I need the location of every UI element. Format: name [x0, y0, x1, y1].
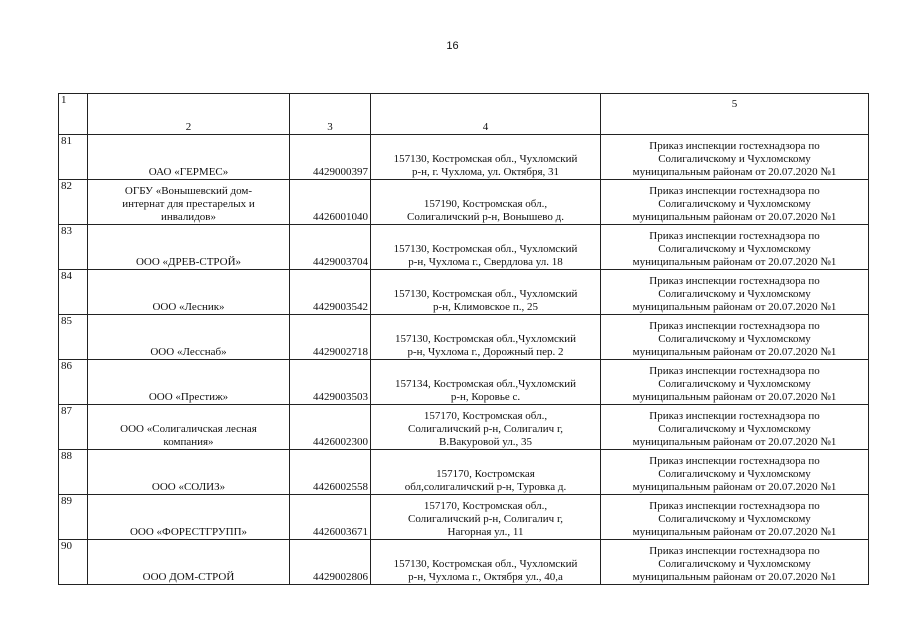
- inn-cell: 4429003503: [290, 360, 371, 405]
- table-row: [59, 540, 869, 585]
- table-row: [59, 225, 869, 270]
- inn-cell: 4429003704: [290, 225, 371, 270]
- organization-name-cell: [88, 315, 290, 360]
- row-number-cell: 88: [59, 450, 88, 495]
- order-line: Приказ инспекции гостехнадзора по: [649, 365, 820, 377]
- address-line: Солигаличский р-н, Солигалич г,: [407, 513, 563, 525]
- row-number-cell: 83: [59, 225, 88, 270]
- organization-name-cell: [88, 405, 290, 450]
- address-line: 157130, Костромская обл., Чухломский: [393, 558, 578, 570]
- order-line: муниципальным районам от 20.07.2020 №1: [632, 436, 837, 448]
- inn-cell: 4429003542: [290, 270, 371, 315]
- address-cell: [371, 180, 601, 225]
- order-cell: [601, 495, 869, 540]
- address-line: 157130, Костромская обл., Чухломский: [393, 288, 578, 300]
- organization-name-cell: [88, 540, 290, 585]
- row-number-cell: 81: [59, 135, 88, 180]
- order-cell: [601, 180, 869, 225]
- organization-name-cell: [88, 270, 290, 315]
- order-line: Приказ инспекции гостехнадзора по: [649, 275, 820, 287]
- organization-name-line: инвалидов»: [161, 211, 216, 223]
- column-header-3: 3: [290, 94, 371, 135]
- registry-table: [58, 93, 869, 585]
- order-cell: [601, 360, 869, 405]
- address-line: 157170, Костромская: [436, 468, 535, 480]
- column-header-2: 2: [88, 94, 290, 135]
- organization-name-line: ОАО «ГЕРМЕС»: [148, 166, 229, 178]
- organization-name-line: ОГБУ «Вонышевский дом-: [124, 185, 253, 197]
- order-line: муниципальным районам от 20.07.2020 №1: [632, 481, 837, 493]
- order-line: муниципальным районам от 20.07.2020 №1: [632, 301, 837, 313]
- order-line: муниципальным районам от 20.07.2020 №1: [632, 391, 837, 403]
- address-line: 157130, Костромская обл.,Чухломский: [394, 333, 577, 345]
- inn-cell: 4426001040: [290, 180, 371, 225]
- order-line: муниципальным районам от 20.07.2020 №1: [632, 571, 837, 583]
- order-cell: [601, 315, 869, 360]
- registry-table-body: [59, 94, 869, 585]
- address-line: Солигаличский р-н, Вонышево д.: [407, 211, 564, 223]
- address-line: В.Вакуровой ул., 35: [438, 436, 532, 448]
- inn-cell: 4426002558: [290, 450, 371, 495]
- row-number-cell: 85: [59, 315, 88, 360]
- organization-name-cell: [88, 225, 290, 270]
- inn-cell: 4429002718: [290, 315, 371, 360]
- address-cell: [371, 135, 601, 180]
- order-line: Приказ инспекции гостехнадзора по: [649, 455, 820, 467]
- row-number-cell: 89: [59, 495, 88, 540]
- address-line: р-н, Чухлома г., Октября ул., 40,а: [408, 571, 563, 583]
- address-cell: [371, 450, 601, 495]
- order-line: Солигаличскому и Чухломскому: [658, 333, 811, 345]
- order-line: муниципальным районам от 20.07.2020 №1: [632, 256, 837, 268]
- address-line: р-н, Климовское п., 25: [433, 301, 538, 313]
- inn-cell: 4426003671: [290, 495, 371, 540]
- table-row: [59, 315, 869, 360]
- address-line: 157134, Костромская обл.,Чухломский: [394, 378, 577, 390]
- address-line: 157130, Костромская обл., Чухломский: [393, 153, 578, 165]
- order-line: муниципальным районам от 20.07.2020 №1: [632, 526, 837, 538]
- organization-name-line: компания»: [163, 436, 214, 448]
- order-line: Солигаличскому и Чухломскому: [658, 243, 811, 255]
- organization-name-line: ООО «СОЛИЗ»: [151, 481, 226, 493]
- address-cell: [371, 405, 601, 450]
- inn-cell: 4429002806: [290, 540, 371, 585]
- row-number-cell: 90: [59, 540, 88, 585]
- row-number-cell: 87: [59, 405, 88, 450]
- order-line: Солигаличскому и Чухломскому: [658, 423, 811, 435]
- order-line: Приказ инспекции гостехнадзора по: [649, 185, 820, 197]
- organization-name-cell: [88, 360, 290, 405]
- order-cell: [601, 225, 869, 270]
- organization-name-line: ООО «Лесснаб»: [150, 346, 227, 358]
- table-row: [59, 450, 869, 495]
- address-line: Солигаличский р-н, Солигалич г,: [407, 423, 563, 435]
- row-number-cell: 84: [59, 270, 88, 315]
- table-row: [59, 495, 869, 540]
- order-line: Приказ инспекции гостехнадзора по: [649, 140, 820, 152]
- organization-name-line: ООО «ДРЕВ-СТРОЙ»: [135, 256, 242, 268]
- address-line: 157170, Костромская обл.,: [423, 410, 548, 422]
- inn-cell: 4426002300: [290, 405, 371, 450]
- table-row: [59, 360, 869, 405]
- order-line: Солигаличскому и Чухломскому: [658, 198, 811, 210]
- address-cell: [371, 495, 601, 540]
- order-cell: [601, 270, 869, 315]
- address-cell: [371, 270, 601, 315]
- address-line: р-н, Чухлома г., Дорожный пер. 2: [407, 346, 564, 358]
- order-line: Приказ инспекции гостехнадзора по: [649, 500, 820, 512]
- address-line: 157170, Костромская обл.,: [423, 500, 548, 512]
- order-cell: [601, 450, 869, 495]
- table-row: [59, 405, 869, 450]
- organization-name-cell: [88, 450, 290, 495]
- column-header-1: 1: [59, 94, 88, 135]
- table-row: [59, 270, 869, 315]
- row-number-cell: 82: [59, 180, 88, 225]
- order-line: Приказ инспекции гостехнадзора по: [649, 410, 820, 422]
- order-line: Приказ инспекции гостехнадзора по: [649, 230, 820, 242]
- address-line: 157130, Костромская обл., Чухломский: [393, 243, 578, 255]
- order-line: Солигаличскому и Чухломскому: [658, 558, 811, 570]
- order-line: Приказ инспекции гостехнадзора по: [649, 545, 820, 557]
- address-cell: [371, 360, 601, 405]
- order-line: Солигаличскому и Чухломскому: [658, 468, 811, 480]
- address-cell: [371, 225, 601, 270]
- organization-name-line: ООО «ФОРЕСТГРУПП»: [129, 526, 248, 538]
- column-header-4: 4: [371, 94, 601, 135]
- order-line: Солигаличскому и Чухломскому: [658, 288, 811, 300]
- order-cell: [601, 540, 869, 585]
- table-row: [59, 135, 869, 180]
- table-row: [59, 180, 869, 225]
- order-cell: [601, 405, 869, 450]
- address-cell: [371, 540, 601, 585]
- address-line: Нагорная ул., 11: [447, 526, 524, 538]
- order-line: Солигаличскому и Чухломскому: [658, 513, 811, 525]
- address-cell: [371, 315, 601, 360]
- order-line: муниципальным районам от 20.07.2020 №1: [632, 211, 837, 223]
- organization-name-line: ООО «Солигаличская лесная: [120, 423, 257, 435]
- row-number-cell: 86: [59, 360, 88, 405]
- order-line: Солигаличскому и Чухломскому: [658, 153, 811, 165]
- address-line: 157190, Костромская обл.,: [423, 198, 548, 210]
- order-line: Солигаличскому и Чухломскому: [658, 378, 811, 390]
- organization-name-cell: [88, 180, 290, 225]
- organization-name-cell: [88, 495, 290, 540]
- column-header-5: 5: [601, 94, 869, 135]
- address-line: р-н, г. Чухлома, ул. Октября, 31: [411, 166, 560, 178]
- address-line: обл,солигаличский р-н, Туровка д.: [404, 481, 567, 493]
- table-header-row: [59, 94, 869, 135]
- organization-name-cell: [88, 135, 290, 180]
- organization-name-line: интернат для престарелых и: [122, 198, 255, 210]
- order-line: муниципальным районам от 20.07.2020 №1: [632, 166, 837, 178]
- order-line: Приказ инспекции гостехнадзора по: [649, 320, 820, 332]
- organization-name-line: ООО «Престиж»: [148, 391, 229, 403]
- address-line: р-н, Чухлома г., Свердлова ул. 18: [408, 256, 563, 268]
- order-cell: [601, 135, 869, 180]
- organization-name-line: ООО ДОМ-СТРОЙ: [142, 571, 235, 583]
- inn-cell: 4429000397: [290, 135, 371, 180]
- organization-name-line: ООО «Лесник»: [152, 301, 225, 313]
- page-number: 16: [446, 40, 459, 52]
- address-line: р-н, Коровье с.: [450, 391, 521, 403]
- order-line: муниципальным районам от 20.07.2020 №1: [632, 346, 837, 358]
